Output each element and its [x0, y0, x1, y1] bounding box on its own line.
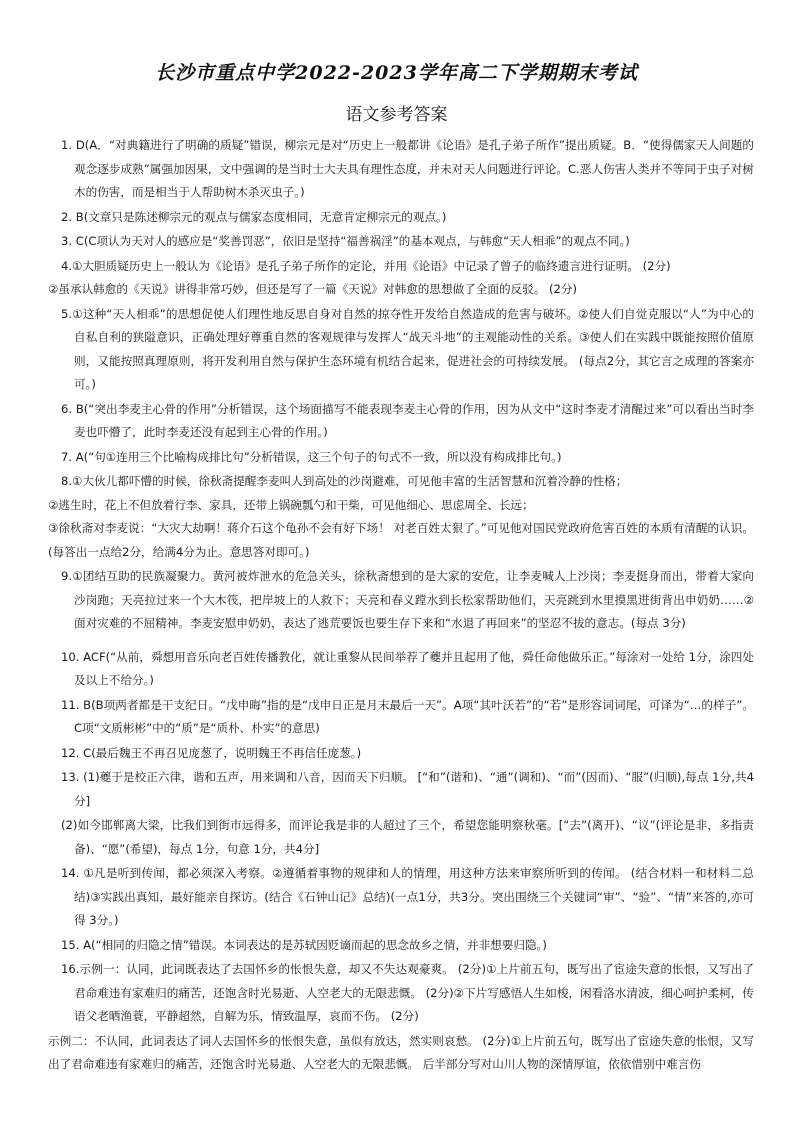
answer-list: [48, 134, 754, 1078]
answer-3: 3. C(C项认为天对人的感应是“奖善罚恶”，依旧是坚持“福善祸淫”的基本观点，与韩愈“天人相乖”的观点不同。): [61, 234, 630, 248]
answer-13-part-1: 13. (1)夔于是校正六律，谐和五声，用来调和八音，因而天下归顺。 [“和”(谐和)、“通”(调和)、“而”(因而)、“服”(归顺),每点 1分,共4分]: [61, 770, 754, 808]
answer-8-point-2: ②逃生时，花上不但放着行李、家具，还带上锅碗瓢勺和干柴，可见他细心、思虑周全、长远；: [48, 497, 534, 512]
answer-7: 7. A(“句①连用三个比喻构成排比句”分析错误，这三个句子的句式不一致，所以没有构成排比句。): [61, 449, 562, 464]
answer-4-point-1: 4.①大胆质疑历史上一般认为《论语》是孔子弟子所作的定论，并用《论语》中记录了曾子的临终遗言进行证明。 (2分): [61, 258, 671, 273]
answer-10: 10. ACF(“从前，舜想用音乐向老百姓传播教化，就让重黎从民间举荐了夔并且起用了他，舜任命他做乐正。”每涂对一处给 1分，涂四处及以上不给分。): [61, 649, 754, 687]
answer-14: 14. ①凡是听到传闻，都必须深入考察。②遵循着事物的规律和人的情理，用这种方法来审察所听到的传闻。 (结合材料一和材料二总结)③实践出真知，最好能亲自探访。(结合《石钟山记》总结)(一点1分，共3分。突出围绕三个关键词“审”、“验”、“情”来答的,亦可得 3分。): [61, 866, 754, 927]
answer-8-point-3: ③徐秋斋对李麦说：“大灾大劫啊！蒋介石这个龟孙不会有好下场！ 对老百姓太狠了。”可见他对国民党政府危害百姓的本质有清醒的认识。 (每答出一点给2分，给满4分为止。意思答对即可。): [48, 521, 754, 559]
answer-2: 2. B(文章只是陈述柳宗元的观点与儒家态度相同，无意肯定柳宗元的观点。): [61, 209, 447, 224]
answer-1: 1. D(A．“对典籍进行了明确的质疑”错误，柳宗元是对“历史上一般都讲《论语》是孔子弟子所作”提出质疑。B．“使得儒家天人间题的观念逐步成熟”属强加因果，文中强调的是当时士大夫具有理性态度，并未对天人问题进行评论。C.恶人伤害人类并不等同于虫子对树木的伤害，而是相当于人帮助树木杀灭虫子。): [61, 138, 754, 199]
answer-15: 15. A(“相同的归隐之情”错误。本词表达的是苏轼因贬谪而起的思念故乡之情，并非想要归隐。): [61, 937, 547, 952]
answer-11: 11. B(B项两者都是干支纪日。“戊申晦”指的是“戊申日正是月末最后一天”。A项“其叶沃若”的“若”是形容词词尾，可译为“…的样子”。C项“文质彬彬”中的“质”是“质朴、朴实”的意思): [61, 697, 754, 735]
answer-8-point-1: 8.①大伙儿都吓懵的时候，徐秋斋提醒李麦叫人到高处的沙岗避难，可见他丰富的生活智慧和沉着冷静的性格；: [61, 474, 628, 488]
answer-9: 9.①团结互助的民族凝聚力。黄河被炸泄水的危急关头，徐秋斋想到的是大家的安危，让李麦喊人上沙岗；李麦挺身而出，带着大家向沙岗跑；天亮拉过来一个大木筏，把岸坡上的人救下；天亮和春义蹚水到长松家帮助他们，天亮跳到水里摸黑进街背出申奶奶……②面对灾难的不屈精神。李麦安慰申奶奶，表达了逃荒要饭也要生存下来和“水退了再回来”的坚忍不拔的意志。(每点 3分): [61, 569, 754, 630]
document-subtitle: 语文参考答案: [345, 105, 448, 125]
answer-4-point-2: ②虽承认韩愈的《天说》讲得非常巧妙，但还是写了一篇《天说》对韩愈的思想做了全面的反驳。 (2分): [48, 282, 578, 296]
answer-5: 5.①这种“天人相乖”的思想促使人们理性地反思自身对自然的掠夺性开发给自然造成的危害与破坏。②使人们自觉克服以“人”为中心的自私自利的狭隘意识，正确处理好尊重自然的客观规律与发挥人“战天斗地”的主观能动性的关系。③使人们在实践中既能按照价值原则，又能按照真理原则，将开发利用自然与保护生态环境有机结合起来，促进社会的可持续发展。 (每点2分，其它言之成理的答案亦可。): [61, 306, 754, 391]
document-title: 长沙市重点中学2022-2023学年高二下学期期末考试: [155, 62, 638, 84]
answer-13-part-2: (2)如今邯郸离大梁，比我们到街市远得多，而评论我是非的人超过了三个，希望您能明察秋毫。[“去”(离开)、“议”(评论是非，多指责备)、“愿”(希望)，每点 1分，句意 1分，共4分]: [61, 818, 754, 856]
answer-12: 12. C(最后魏王不再召见庞葱了，说明魏王不再信任庞葱。): [61, 745, 362, 760]
answer-16-example-2: 示例二：不认同，此词表达了词人去国怀乡的怅恨失意，虽似有放达，然实则哀愁。 (2分)①上片前五句，既写出了宦途失意的怅恨，又写出了君命难违有家难归的痛苦，还饱含时光易逝、人空老大的无限悲慨。 后半部分写对山川人物的深情厚谊，依依惜别中难言伤: [48, 1033, 754, 1071]
answer-6: 6. B(“突出李麦主心骨的作用”分析错误，这个场面描写不能表现李麦主心骨的作用，因为从文中“这时李麦才清醒过来”可以看出当时李麦也吓懵了，此时李麦还没有起到主心骨的作用。): [61, 401, 754, 439]
answer-16-example-1: 16.示例一：认同，此词既表达了去国怀乡的怅恨失意，却又不失达观豪爽。 (2分)①上片前五句，既写出了宦途失意的怅恨，又写出了君命难违有家难归的痛苦，还饱含时光易逝、人空老大的无限悲慨。 (2分)②下片写感悟人生如梭，闲看洛水清波，细心呵护柔柯，传语父老晒渔蓑，平静超然，自解为乐，情致温厚，哀而不伤。 (2分): [61, 962, 754, 1023]
